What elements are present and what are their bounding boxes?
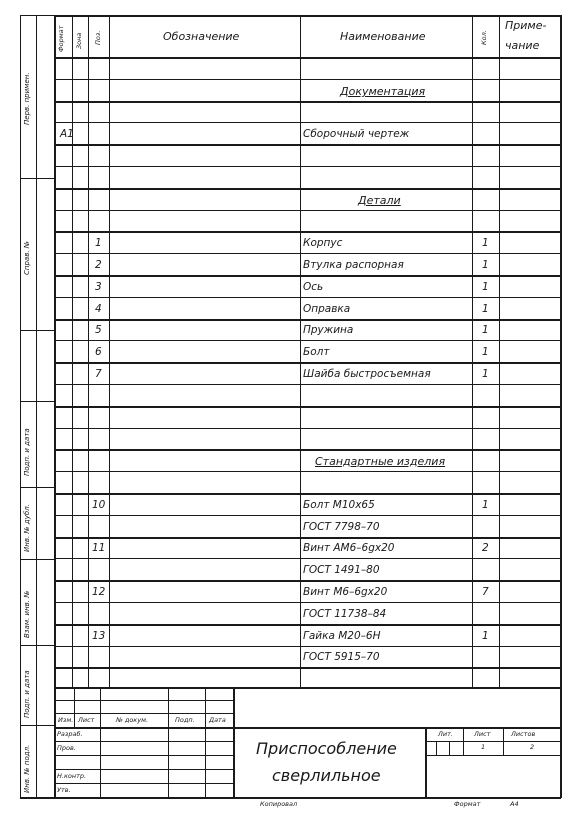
side-label-perv-primen: Перв. примен. (23, 72, 31, 125)
row-position: 10 (92, 499, 106, 511)
side-strip-outer (20, 15, 21, 798)
header-name: Наименование (340, 30, 426, 43)
row-name: Сборочный чертеж (303, 128, 410, 140)
row-divider (54, 493, 561, 495)
tb-sep-7 (54, 783, 234, 784)
row-name: ГОСТ 7798–70 (303, 521, 380, 533)
row-qty: 1 (482, 303, 489, 315)
row-divider (54, 384, 561, 385)
row-qty: 2 (482, 542, 489, 554)
header-format: Формат (57, 25, 65, 52)
row-qty: 1 (482, 259, 489, 271)
side-label-inv-no-podl: Инв. № подл. (23, 744, 31, 793)
row-divider (54, 253, 561, 254)
row-name: Болт (303, 346, 330, 358)
tb-list-label: Лист (474, 730, 491, 738)
row-divider (54, 231, 561, 233)
row-divider (54, 210, 561, 211)
row-qty: 1 (482, 630, 489, 642)
footer-format-value: А4 (510, 800, 519, 808)
row-divider (54, 101, 561, 103)
row-position: 1 (95, 237, 102, 249)
side-strip-top (20, 15, 55, 16)
header-note-1: Приме- (505, 19, 547, 32)
col-line-designation (300, 15, 301, 688)
row-divider (54, 144, 561, 146)
row-divider (54, 362, 561, 364)
tb-lit-label: Лит. (438, 730, 453, 738)
row-qty: 1 (482, 346, 489, 358)
row-divider (54, 580, 561, 582)
row-divider (54, 646, 561, 647)
footer-copied: Копировал (260, 800, 298, 808)
row-qty: 7 (482, 586, 489, 598)
row-name: ГОСТ 5915–70 (303, 651, 380, 663)
tb-list-value: 1 (481, 743, 486, 751)
row-name: Втулка распорная (303, 259, 404, 271)
row-divider (54, 275, 561, 277)
tb-sep-2 (54, 713, 234, 714)
side-div-6 (20, 645, 55, 646)
col-line-zone (88, 15, 89, 688)
side-label-podp-data-1: Подп. и дата (23, 428, 31, 476)
row-divider (54, 471, 561, 472)
header-designation: Обозначение (163, 30, 240, 43)
row-position: 13 (92, 630, 106, 642)
tb-col-1 (74, 687, 75, 728)
row-divider (54, 558, 561, 559)
row-divider (54, 537, 561, 539)
side-div-3 (20, 401, 55, 402)
tb-lit-bottom (425, 755, 561, 756)
row-divider (54, 188, 561, 190)
tb-lit-box-1 (436, 741, 437, 755)
frame-top (54, 15, 561, 17)
tb-listov-label: Листов (511, 730, 536, 738)
row-position: 7 (95, 368, 102, 380)
side-div-1 (20, 178, 55, 179)
row-qty: 1 (482, 281, 489, 293)
row-position: 12 (92, 586, 106, 598)
row-name: Болт М10х65 (303, 499, 375, 511)
row-qty: 1 (482, 237, 489, 249)
col-line-pos (109, 15, 110, 688)
row-divider (54, 122, 561, 123)
tb-n-kontr: Н.контр. (57, 772, 87, 780)
tb-lit-row (425, 741, 561, 742)
row-divider (54, 79, 561, 80)
row-divider (54, 624, 561, 626)
tb-top (54, 687, 561, 689)
row-divider (54, 166, 561, 167)
header-qty: Кол. (480, 30, 488, 45)
row-position: 3 (95, 281, 102, 293)
header-position: Поз. (94, 30, 102, 45)
section-heading: Стандартные изделия (315, 455, 446, 468)
side-div-5 (20, 559, 55, 560)
col-line-name (472, 15, 473, 688)
row-name: Винт АМ6–6gх20 (303, 542, 395, 554)
row-name: Винт М6–6gх20 (303, 586, 388, 598)
tb-title-line-1: Приспособление (256, 739, 397, 758)
row-name: ГОСТ 1491–80 (303, 564, 380, 576)
tb-sep-1 (54, 700, 234, 701)
row-name: Ось (303, 281, 324, 293)
tb-listov-value: 2 (530, 743, 535, 751)
row-format: А1 (60, 128, 74, 140)
side-label-inv-dubl: Инв. № дубл. (23, 504, 31, 552)
row-name: Корпус (303, 237, 343, 249)
row-divider (54, 602, 561, 603)
row-name: ГОСТ 11738–84 (303, 608, 387, 620)
side-label-vzam-inv: Взам. инв. № (23, 590, 31, 638)
tb-col-4 (205, 687, 206, 798)
row-divider (54, 406, 561, 408)
row-name: Оправка (303, 303, 351, 315)
row-divider (54, 515, 561, 516)
row-position: 2 (95, 259, 102, 271)
row-divider (54, 297, 561, 298)
side-label-podp-data-2: Подп. и дата (23, 670, 31, 718)
tb-col-5 (233, 687, 235, 798)
tb-sep-3 (54, 727, 561, 729)
side-div-4 (20, 487, 55, 488)
tb-col-6 (425, 727, 427, 798)
row-divider (54, 340, 561, 341)
tb-col-podp: Подп. (175, 716, 195, 724)
tb-col-data: Дата (209, 716, 226, 724)
side-div-7 (20, 725, 55, 726)
row-qty: 1 (482, 368, 489, 380)
row-name: Шайба быстросъемная (303, 368, 431, 380)
tb-col-3 (168, 687, 169, 798)
row-position: 4 (95, 303, 102, 315)
row-divider (54, 428, 561, 429)
tb-sep-5 (54, 755, 234, 756)
section-heading: Детали (358, 194, 401, 207)
side-strip-inner (36, 15, 37, 798)
row-divider (54, 449, 561, 451)
row-divider (54, 667, 561, 669)
col-line-format (72, 15, 73, 688)
tb-sep-4 (54, 741, 234, 742)
header-bottom-line (54, 57, 561, 59)
tb-col-doc: № докум. (116, 716, 149, 724)
col-line-qty (499, 15, 500, 688)
header-note-2: чание (505, 39, 540, 52)
tb-col-izm: Изм. (58, 716, 74, 724)
header-zone: Зона (75, 32, 83, 49)
tb-utv: Утв. (57, 786, 71, 794)
row-qty: 1 (482, 499, 489, 511)
row-qty: 1 (482, 324, 489, 336)
row-name: Гайка М20–6Н (303, 630, 381, 642)
tb-lit-box-2 (449, 741, 450, 755)
side-div-2 (20, 330, 55, 331)
row-divider (54, 319, 561, 321)
row-position: 5 (95, 324, 102, 336)
tb-col-list: Лист (78, 716, 95, 724)
tb-sep-6 (54, 769, 234, 770)
row-position: 11 (92, 542, 106, 554)
tb-title-line-2: сверлильное (272, 766, 381, 785)
row-name: Пружина (303, 324, 354, 336)
footer-format-label: Формат (454, 800, 481, 808)
side-label-sprav-no: Справ. № (23, 240, 31, 275)
tb-prov: Пров. (57, 744, 76, 752)
section-heading: Документация (340, 85, 426, 98)
row-position: 6 (95, 346, 102, 358)
tb-col-2 (100, 687, 101, 798)
tb-razrab: Разраб. (57, 730, 83, 738)
